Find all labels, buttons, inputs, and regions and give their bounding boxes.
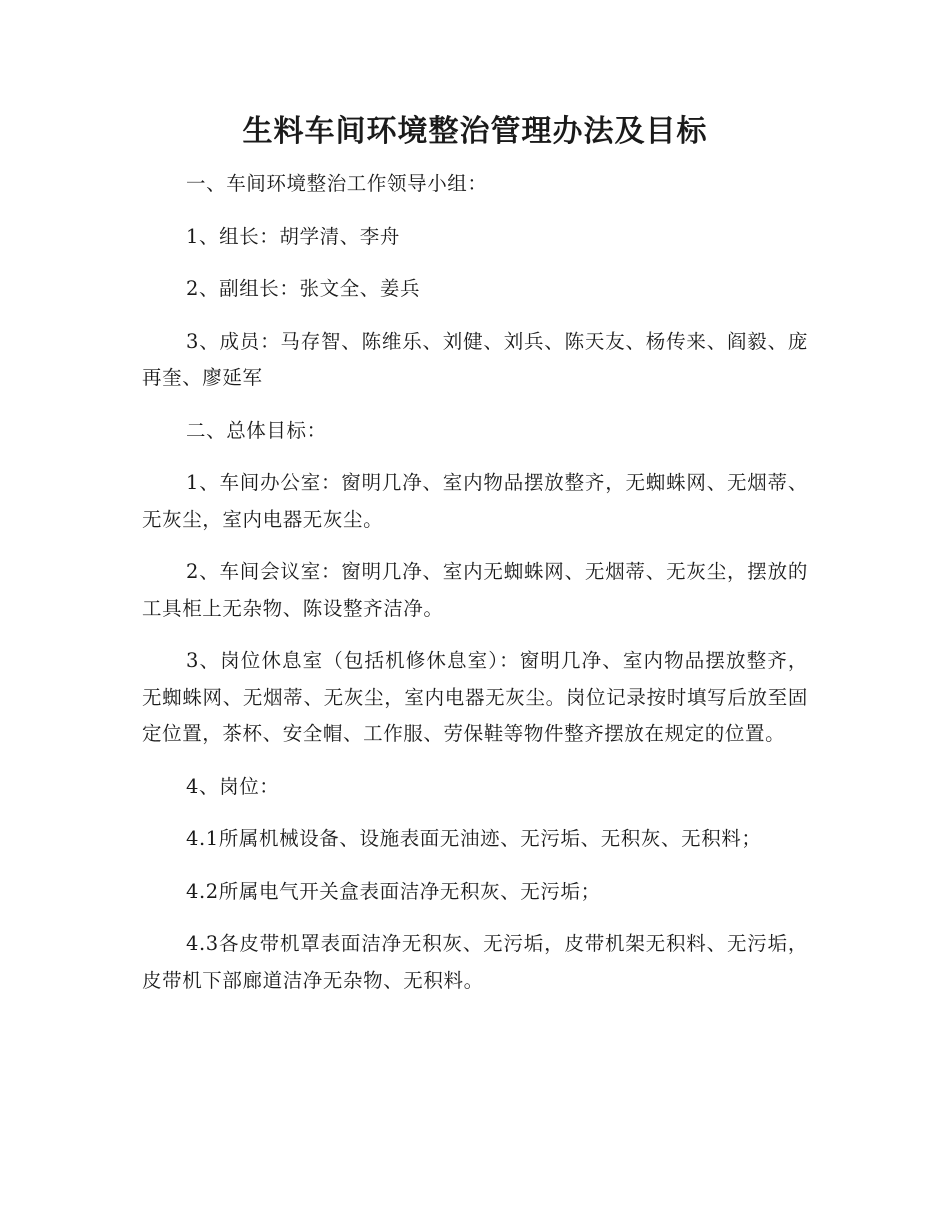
document-body <box>142 166 808 1015</box>
paragraph-section-2-heading: 二、总体目标： <box>186 418 327 442</box>
paragraph-members: 3、成员：马存智、陈维乐、刘健、刘兵、陈天友、杨传来、阎毅、庞再奎、廖延军 <box>142 329 808 389</box>
paragraph-item-4-3: 4.3各皮带机罩表面洁净无积灰、无污垢，皮带机架无积料、无污垢，皮带机下部廊道洁净无杂物、无积料。 <box>142 932 808 992</box>
document-title: 生料车间环境整治管理办法及目标 <box>242 114 708 149</box>
paragraph-deputy-leader: 2、副组长：张文全、姜兵 <box>186 277 421 300</box>
paragraph-section-1-heading: 一、车间环境整治工作领导小组： <box>186 172 488 195</box>
paragraph-meeting-room: 2、车间会议室：窗明几净、室内无蜘蛛网、无烟蒂、无灰尘，摆放的工具柜上无杂物、陈设整齐洁净。 <box>142 560 808 620</box>
paragraph-item-4-2: 4.2所属电气开关盒表面洁净无积灰、无污垢； <box>186 879 601 903</box>
paragraph-rest-room: 3、岗位休息室（包括机修休息室）：窗明几净、室内物品摆放整齐，无蜘蛛网、无烟蒂、无灰尘，室内电器无灰尘。岗位记录按时填写后放至固定位置，茶杯、安全帽、工作服、劳保鞋等物件整齐摆放在规定的位置。 <box>142 649 808 745</box>
paragraph-leader: 1、组长：胡学清、李舟 <box>186 224 401 248</box>
paragraph-office: 1、车间办公室：窗明几净、室内物品摆放整齐，无蜘蛛网、无烟蒂、无灰尘，室内电器无灰尘。 <box>142 471 808 531</box>
paragraph-posts-heading: 4、岗位： <box>186 774 280 798</box>
paragraph-item-4-1: 4.1所属机械设备、设施表面无油迹、无污垢、无积灰、无积料； <box>186 827 762 850</box>
